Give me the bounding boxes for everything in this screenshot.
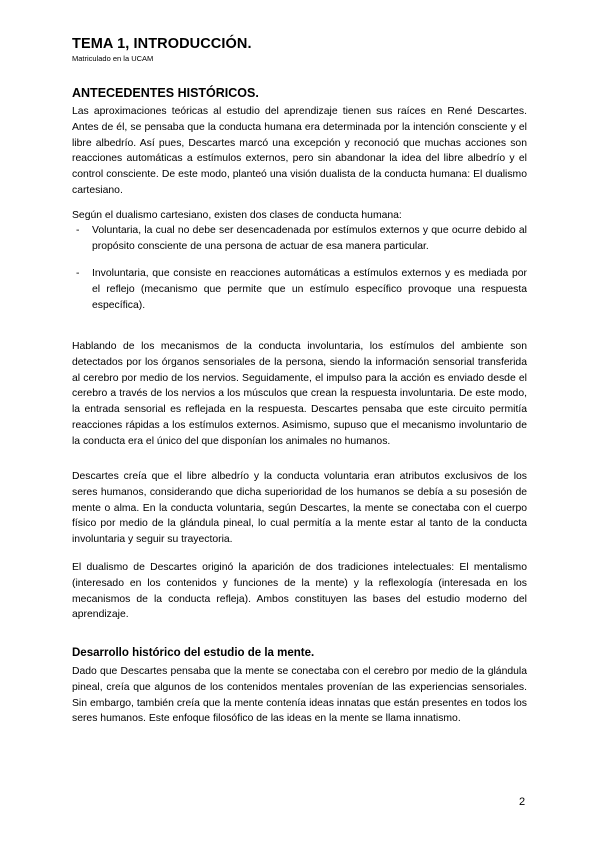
conduct-list-2 — [72, 266, 527, 313]
page-subtitle: Matriculado en la UCAM — [72, 54, 154, 63]
paragraph-dualismo: Según el dualismo cartesiano, existen dos clases de conducta humana: — [72, 210, 402, 221]
paragraph-intro: Las aproximaciones teóricas al estudio del aprendizaje tienen sus raíces en René Descartes. Antes de él, se pensaba que la conducta humana era determinada por la intención consciente y el libre albedrío. Así pues, Descartes marcó una excepción y reconoció que muchas acciones son reacciones automáticas a estímulos externos, pero sin abandonar la idea del libre albedrío y el control consciente. De este modo, planteó una visión dualista de la conducta humana: El dualismo cartesiano. — [72, 106, 527, 196]
paragraph-tradiciones: El dualismo de Descartes originó la aparición de dos tradiciones intelectuales: El mentalismo (interesado en los contenidos y funciones de la mente) y la reflexología (interesada en los mecanismos de la conducta refleja). Ambos constituyen las bases del estudio moderno del aprendizaje. — [72, 562, 527, 621]
list-dash: - — [76, 268, 80, 279]
list-item-involuntaria — [72, 266, 527, 313]
list-dash: - — [76, 225, 80, 236]
list-item-voluntaria — [72, 223, 527, 255]
paragraph-libre-albedrio: Descartes creía que el libre albedrío y la conducta voluntaria eran atributos exclusivos de los seres humanos, considerando que dicha superioridad de los humanos se debía a su posesión de mente o alma. En la conducta voluntaria, según Descartes, la mente se conectaba con el cuerpo físico por medio de la glándula pineal, lo cual permitía a la mente estar al tanto de la conducta involuntaria y seguir su trayectoria. — [72, 471, 527, 546]
page-number: 2 — [519, 796, 526, 808]
list-item-text: Voluntaria, la cual no debe ser desencadenada por estímulos externos y que ocurre debido al propósito consciente de una persona de actuar de esa manera particular. — [92, 225, 527, 252]
page-title: TEMA 1, INTRODUCCIÓN. — [72, 36, 252, 52]
paragraph-innatismo: Dado que Descartes pensaba que la mente se conectaba con el cerebro por medio de la glándula pineal, creía que algunos de los contenidos mentales provenían de las experiencias sensoriales. Sin embargo, también creía que la mente contenía ideas innatas que están presentes en todos los seres humanos. Este enfoque filosófico de las ideas en la mente se llama innatismo. — [72, 666, 527, 725]
conduct-list — [72, 223, 527, 255]
list-item-text: Involuntaria, que consiste en reacciones automáticas a estímulos externos y es mediada por el reflejo (mecanismo que permite que un estímulo específico provoque una respuesta específica). — [92, 268, 527, 311]
paragraph-mecanismos: Hablando de los mecanismos de la conducta involuntaria, los estímulos del ambiente son detectados por los órganos sensoriales de la persona, siendo la información sensorial transferida al cerebro por medio de los nervios. Seguidamente, el impulso para la acción es enviado desde el cerebro a través de los nervios a los músculos que crean la respuesta involuntaria. De este modo, la entrada sensorial es reflejada en la respuesta. Descartes pensaba que este circuito permitía reacciones rápidas a los estímulos externos. Asimismo, supuso que el mecanismo involuntario de la conducta era el único del que disponían los animales no humanos. — [72, 341, 527, 447]
section-heading-desarrollo: Desarrollo histórico del estudio de la mente. — [72, 647, 315, 659]
section-heading-antecedentes: ANTECEDENTES HISTÓRICOS. — [72, 86, 259, 100]
